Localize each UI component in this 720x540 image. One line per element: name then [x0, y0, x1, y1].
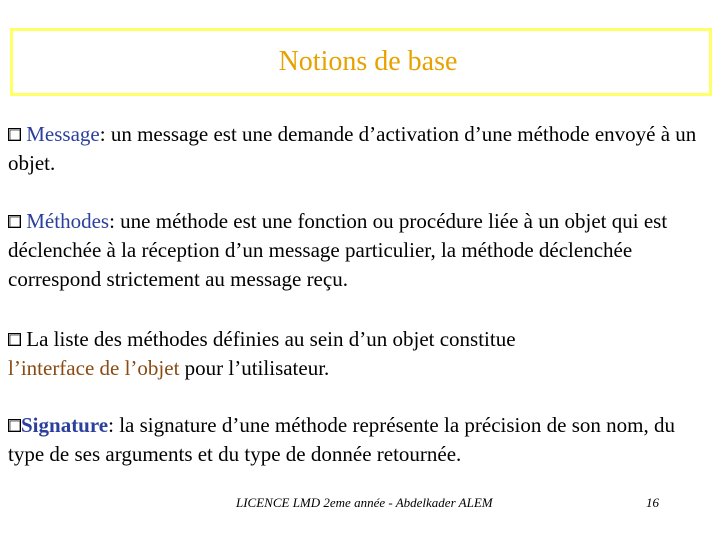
term-methodes: Méthodes — [26, 209, 110, 233]
definition-methodes: : une méthode est une fonction ou procédure liée à un objet qui est déclenchée à la réception d’un message particulier, la méthode déclenchée correspond strictement au message reçu. — [8, 209, 668, 291]
checkbox-square-icon — [8, 215, 21, 228]
term-message: Message — [26, 122, 100, 146]
page-title: Notions de base — [278, 46, 458, 77]
paragraph-message — [8, 120, 708, 178]
title-box — [10, 28, 712, 96]
page-number: 16 — [646, 495, 659, 510]
checkbox-square-icon — [8, 419, 21, 432]
interface-tail: pour l’utilisateur. — [179, 356, 330, 380]
interface-highlight: l’interface de l’objet — [8, 356, 180, 380]
definition-signature: : la signature d’une méthode représente la précision de son nom, du type de ses arguments et du type de donnée retournée. — [8, 413, 675, 466]
term-signature: Signature — [21, 413, 109, 437]
paragraph-signature — [8, 411, 708, 469]
interface-text: La liste des méthodes définies au sein d’un objet constitue — [26, 327, 516, 351]
paragraph-interface — [8, 325, 708, 383]
definition-message: : un message est une demande d’activation d’une méthode envoyé à un objet. — [8, 122, 697, 175]
footer-course: LICENCE LMD 2eme année - Abdelkader ALEM — [236, 495, 493, 510]
checkbox-square-icon — [8, 333, 21, 346]
checkbox-square-icon — [8, 128, 21, 141]
paragraph-methodes — [8, 207, 708, 294]
